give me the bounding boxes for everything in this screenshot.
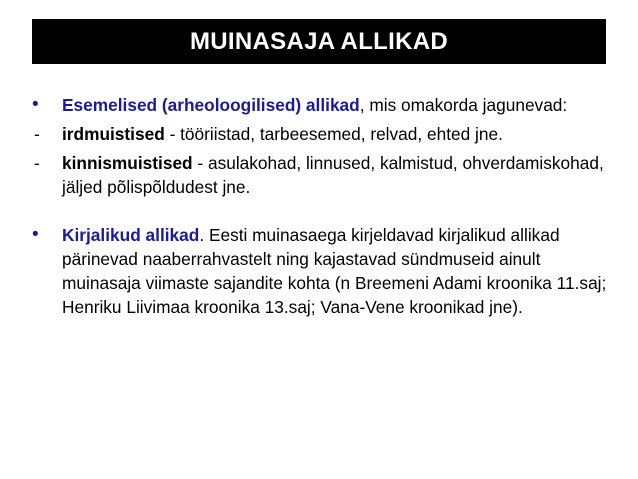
bullet-icon: •: [32, 224, 39, 245]
dash-icon: -: [34, 153, 40, 173]
list-item-kirjalikud: [30, 223, 615, 319]
dash-icon: -: [34, 124, 40, 144]
list-item-kinnismuistised: [30, 151, 615, 199]
item-text: - tööriistad, tarbeesemed, relvad, ehted jne.: [164, 124, 503, 144]
item-term: Esemelised (arheoloogilised) allikad: [62, 95, 360, 115]
item-term: kinnismuistised: [62, 153, 193, 173]
slide-title: MUINASAJA ALLIKAD: [32, 19, 606, 64]
item-text: - asulakohad, linnused, kalmistud, ohverdamiskohad, jäljed põlispõldudest jne.: [62, 153, 604, 197]
item-text: . Eesti muinasaega kirjeldavad kirjalikud allikad pärinevad naaberrahvastelt ning kajastavad sündmuseid ainult muinasaja viimaste sajandite kohta (n Breemeni Adami kroonika 11.saj; Henriku Liivimaa kroonika 13.saj; Vana-Vene kroonikad jne).: [62, 225, 607, 317]
list-item-esemelised: [30, 93, 615, 117]
item-term: irdmuistised: [62, 124, 165, 144]
slide-body: [30, 93, 615, 319]
item-term: Kirjalikud allikad: [62, 225, 200, 245]
item-text: , mis omakorda jagunevad:: [359, 95, 568, 115]
bullet-icon: •: [32, 94, 39, 115]
list-item-irdmuistised: [30, 122, 615, 146]
